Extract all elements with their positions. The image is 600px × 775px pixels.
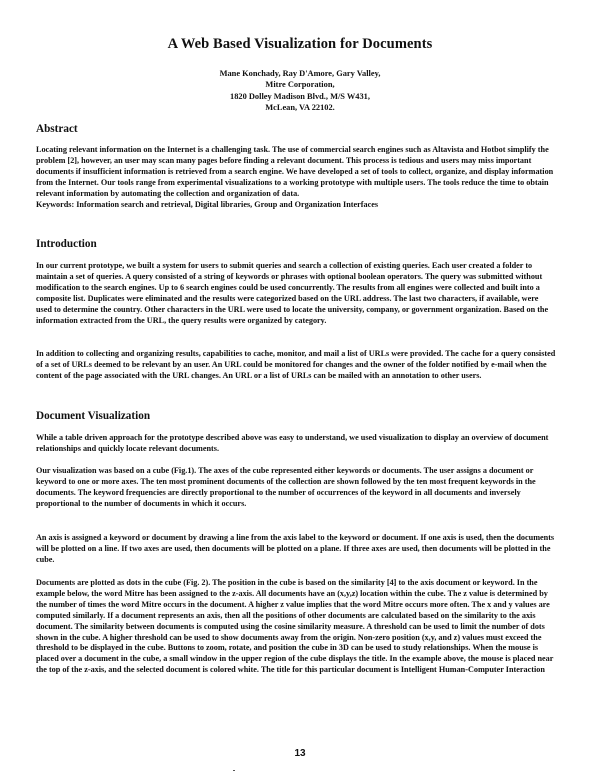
abstract-body [36,145,556,210]
abstract-text: Locating relevant information on the Internet is a challenging task. The use of commercial search engines such as Altavista and Hotbot simplify the problem [2], however, an user may scan many pages before finding a relevant document. This process is tedious and users may miss important documents if insufficient information is retrieved from a search engine. We have developed a set of tools to collect, organize, and display information from the Internet. Our tools range from experimental visualizations to a working prototype with multiple users. The tools reduce the time to obtain relevant information by automating the collection and organization of data. [36,145,554,198]
author-organization: Mitre Corporation, [265,80,335,90]
author-city: McLean, VA 22102. [265,103,335,113]
introduction-paragraph-2: In addition to collecting and organizing results, capabilities to cache, monitor, and mail a list of URLs were provided. The cache for a query consisted of a set of URLs deemed to be relevant by an user. An URL could be monitored for changes and the owner of the folder notified by e-mail when the content of the page associated with the URL changes. An URL or a list of URLs can be mailed with an annotation to other users. [36,349,556,380]
visualization-heading: Document Visualization [36,410,151,422]
visualization-paragraph-3: An axis is assigned a keyword or document by drawing a line from the axis label to the keyword or document. If one axis is used, then the documents will be plotted on a line. If two axes are used, then documents will be plotted on a plane. If three axes are used, then documents will be plotted in the cube. [36,533,555,564]
scan-artifact-dot [233,770,235,771]
visualization-paragraph-4: Documents are plotted as dots in the cube (Fig. 2). The position in the cube is based on the similarity [4] to the axis document or keyword. In the example below, the word Mitre has been assigned to the z-axis. All documents have an (x,y,z) location within the cube. The z value is determined by the number of times the word Mitre occurs in the document. A higher z value implies that the word Mitre occurs more often. The x and y values are computed similarly. If a document represents an axis, then all the positions of other documents are calculated based on the similarity to the axis document. The similarity between documents is computed using the cosine similarity measure. A threshold can be used to limit the number of dots shown in the cube. A higher threshold can be used to show documents away from the origin. Non-zero position (x,y, and z) values must exceed the threshold to be displayed in the cube. Buttons to zoom, rotate, and position the cube in 3D can be used to study relationships. When the mouse is placed over a document in the cube, a small window in the upper region of the cube displays the title. In the example above, the mouse is placed near the top of the z-axis, and the selected document is colored white. The title for this particular document is Intelligent Human-Computer Interaction [36,578,554,675]
page-number: 13 [294,748,306,759]
paper-title: A Web Based Visualization for Documents [167,36,433,52]
author-address: 1820 Dolley Madison Blvd., M/S W431, [230,91,370,101]
visualization-paragraph-2: Our visualization was based on a cube (Fig.1). The axes of the cube represented either keywords or documents. The user assigns a document or keyword to one or more axes. The ten most prominent documents of the collection are shown followed by the ten most frequent keywords in the documents. The keyword frequencies are directly proportional to the number of occurrences of the keyword in all documents and inversely proportional to the number of documents in which it occurs. [36,466,536,508]
author-names: Mane Konchady, Ray D'Amore, Gary Valley, [219,69,381,78]
keywords-line: Keywords: Information search and retrieval, Digital libraries, Group and Organization Interfaces [36,199,379,209]
author-block [0,68,600,114]
introduction-paragraph-1: In our current prototype, we built a system for users to submit queries and search a collection of existing queries. Each user created a folder to maintain a set of queries. A query consisted of a string of keywords or phrases with optional boolean operators. The query was submitted without modification to the search engines. Up to 6 search engines could be used concurrently. The results from all engines were collected and built into a composite list. Duplicates were eliminated and the results were categorized based on the URL address. The last two characters, if available, were used to determine the country. Other characters in the URL were used to locate the university, company, or government organization. Based on the information extracted from the URL, the query results were organized by category. [36,261,549,325]
introduction-heading: Introduction [36,238,97,250]
visualization-paragraph-1: While a table driven approach for the prototype described above was easy to understand, we used visualization to display an overview of document relationships and quickly locate relevant documents. [36,433,549,453]
abstract-heading: Abstract [36,123,78,135]
